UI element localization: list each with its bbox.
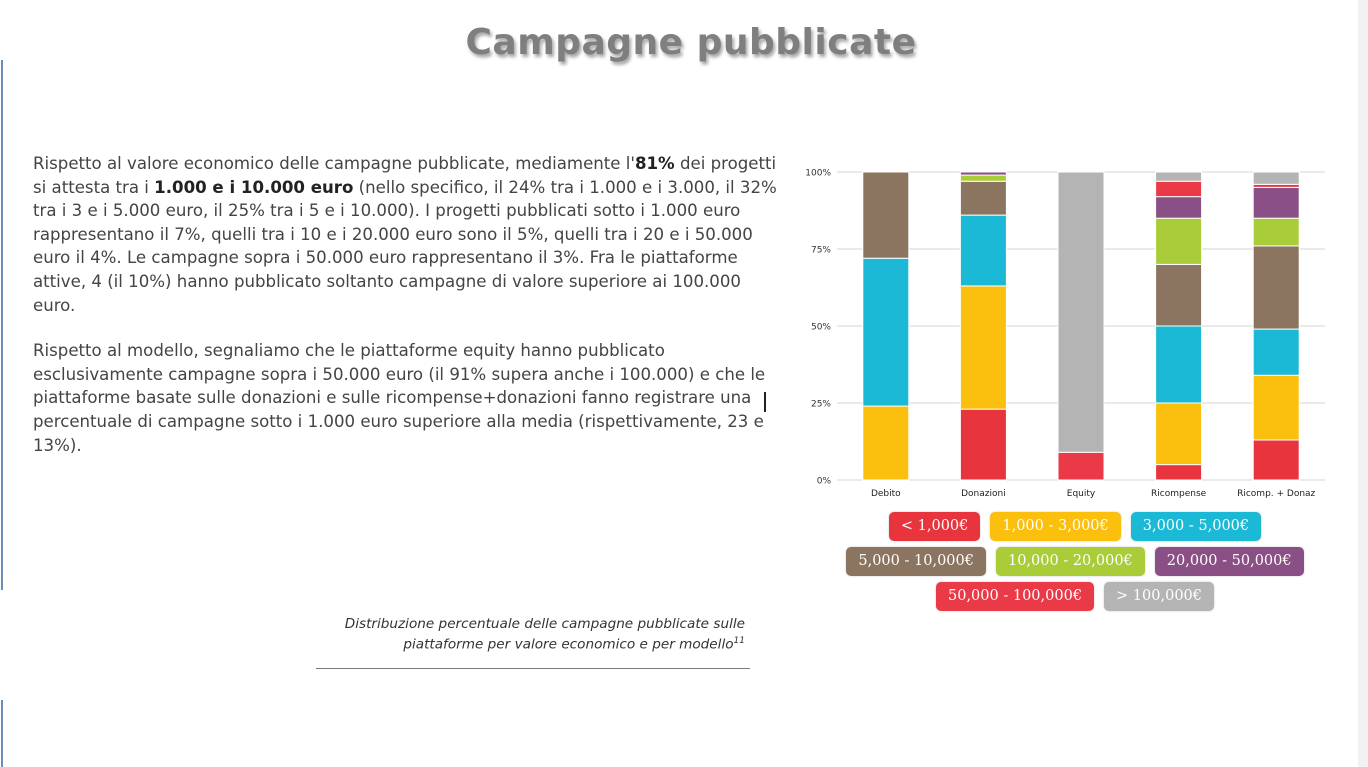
chart-legend bbox=[780, 512, 1368, 617]
bar-segment bbox=[1253, 172, 1299, 184]
stacked-bar-chart bbox=[785, 162, 1330, 504]
bar-segment bbox=[1253, 440, 1299, 480]
legend-item: 1,000 - 3,000€ bbox=[990, 512, 1120, 541]
bar-segment bbox=[1253, 218, 1299, 246]
y-tick-label: 0% bbox=[816, 476, 831, 487]
x-tick-label: Debito bbox=[870, 489, 901, 499]
right-edge bbox=[1358, 0, 1368, 767]
body-text[interactable] bbox=[33, 152, 778, 479]
bar-segment bbox=[1156, 218, 1202, 264]
figure-caption: Distribuzione percentuale delle campagne pubblicate sulle piattaforme per valore economico e per modello$^{11}$ bbox=[344, 616, 745, 653]
bar-segment bbox=[1156, 403, 1202, 465]
bar-segment bbox=[1253, 329, 1299, 375]
bar-segment bbox=[863, 172, 909, 258]
x-tick-label: Donazioni bbox=[961, 489, 1006, 499]
bar-segment bbox=[1253, 375, 1299, 440]
legend-item: > 100,000€ bbox=[1104, 582, 1214, 611]
bar-segment bbox=[960, 215, 1006, 286]
bar-segment bbox=[1253, 246, 1299, 329]
bar-segment bbox=[1156, 172, 1202, 181]
bar-segment bbox=[960, 175, 1006, 181]
bar-segment bbox=[960, 181, 1006, 215]
text-cursor bbox=[764, 392, 766, 412]
legend-item: 3,000 - 5,000€ bbox=[1131, 512, 1261, 541]
bar-segment bbox=[863, 406, 909, 480]
bar-segment bbox=[863, 258, 909, 406]
legend-item: < 1,000€ bbox=[889, 512, 981, 541]
bar-segment bbox=[1156, 465, 1202, 480]
legend-item: 5,000 - 10,000€ bbox=[846, 547, 986, 576]
left-edge-line-lower bbox=[1, 700, 3, 767]
bar-segment bbox=[960, 286, 1006, 409]
bar-segment bbox=[1058, 452, 1104, 480]
legend-row bbox=[780, 582, 1368, 611]
legend-item: 50,000 - 100,000€ bbox=[936, 582, 1094, 611]
y-tick-label: 100% bbox=[805, 168, 831, 179]
legend-item: 20,000 - 50,000€ bbox=[1155, 547, 1304, 576]
legend-row bbox=[780, 547, 1368, 576]
paragraph-1: Rispetto al valore economico delle campagne pubblicate, mediamente l'81% dei progetti si attesta tra i 1.000 e i 10.000 euro (nello specifico, il 24% tra i 1.000 e i 3.000, il 32% tra i 3 e i 5.000 euro, il 25% tra i 5 e i 10.000). I progetti pubblicati sotto i 1.000 euro rappresentano il 7%, quelli tra i 10 e i 20.000 euro sono il 5%, quelli tra i 20 e i 50.000 euro il 4%. Le campagne sopra i 50.000 euro rappresentano il 3%. Fra le piattaforme attive, 4 (il 10%) hanno pubblicato soltanto campagne di valore superiore ai 100.000 euro. bbox=[33, 154, 777, 315]
x-tick-label: Ricomp. + Donaz bbox=[1237, 489, 1316, 499]
caption-underline bbox=[316, 668, 750, 669]
legend-item: 10,000 - 20,000€ bbox=[996, 547, 1145, 576]
page-title: Campagne pubblicate bbox=[465, 22, 917, 63]
bar-segment bbox=[1156, 326, 1202, 403]
bar-segment bbox=[1058, 172, 1104, 452]
y-tick-label: 50% bbox=[810, 322, 831, 333]
bar-segment bbox=[1253, 187, 1299, 218]
y-tick-label: 25% bbox=[810, 399, 831, 410]
bar-segment bbox=[960, 409, 1006, 480]
x-tick-label: Ricompense bbox=[1151, 489, 1207, 499]
left-edge-line bbox=[1, 60, 3, 590]
bar-segment bbox=[960, 172, 1006, 175]
bar-segment bbox=[1156, 197, 1202, 219]
bar-segment bbox=[1156, 264, 1202, 326]
x-tick-label: Equity bbox=[1066, 489, 1096, 499]
legend-row bbox=[780, 512, 1368, 541]
paragraph-2: Rispetto al modello, segnaliamo che le piattaforme equity hanno pubblicato esclusivamente campagne sopra i 50.000 euro (il 91% supera anche i 100.000) e che le piattaforme basate sulle donazioni e sulle ricompense+donazioni fanno registrare una percentuale di campagne sotto i 1.000 euro superiore alla media (rispettivamente, 23 e 13%). bbox=[33, 341, 766, 455]
y-tick-label: 75% bbox=[810, 245, 831, 256]
bar-segment bbox=[1156, 181, 1202, 196]
